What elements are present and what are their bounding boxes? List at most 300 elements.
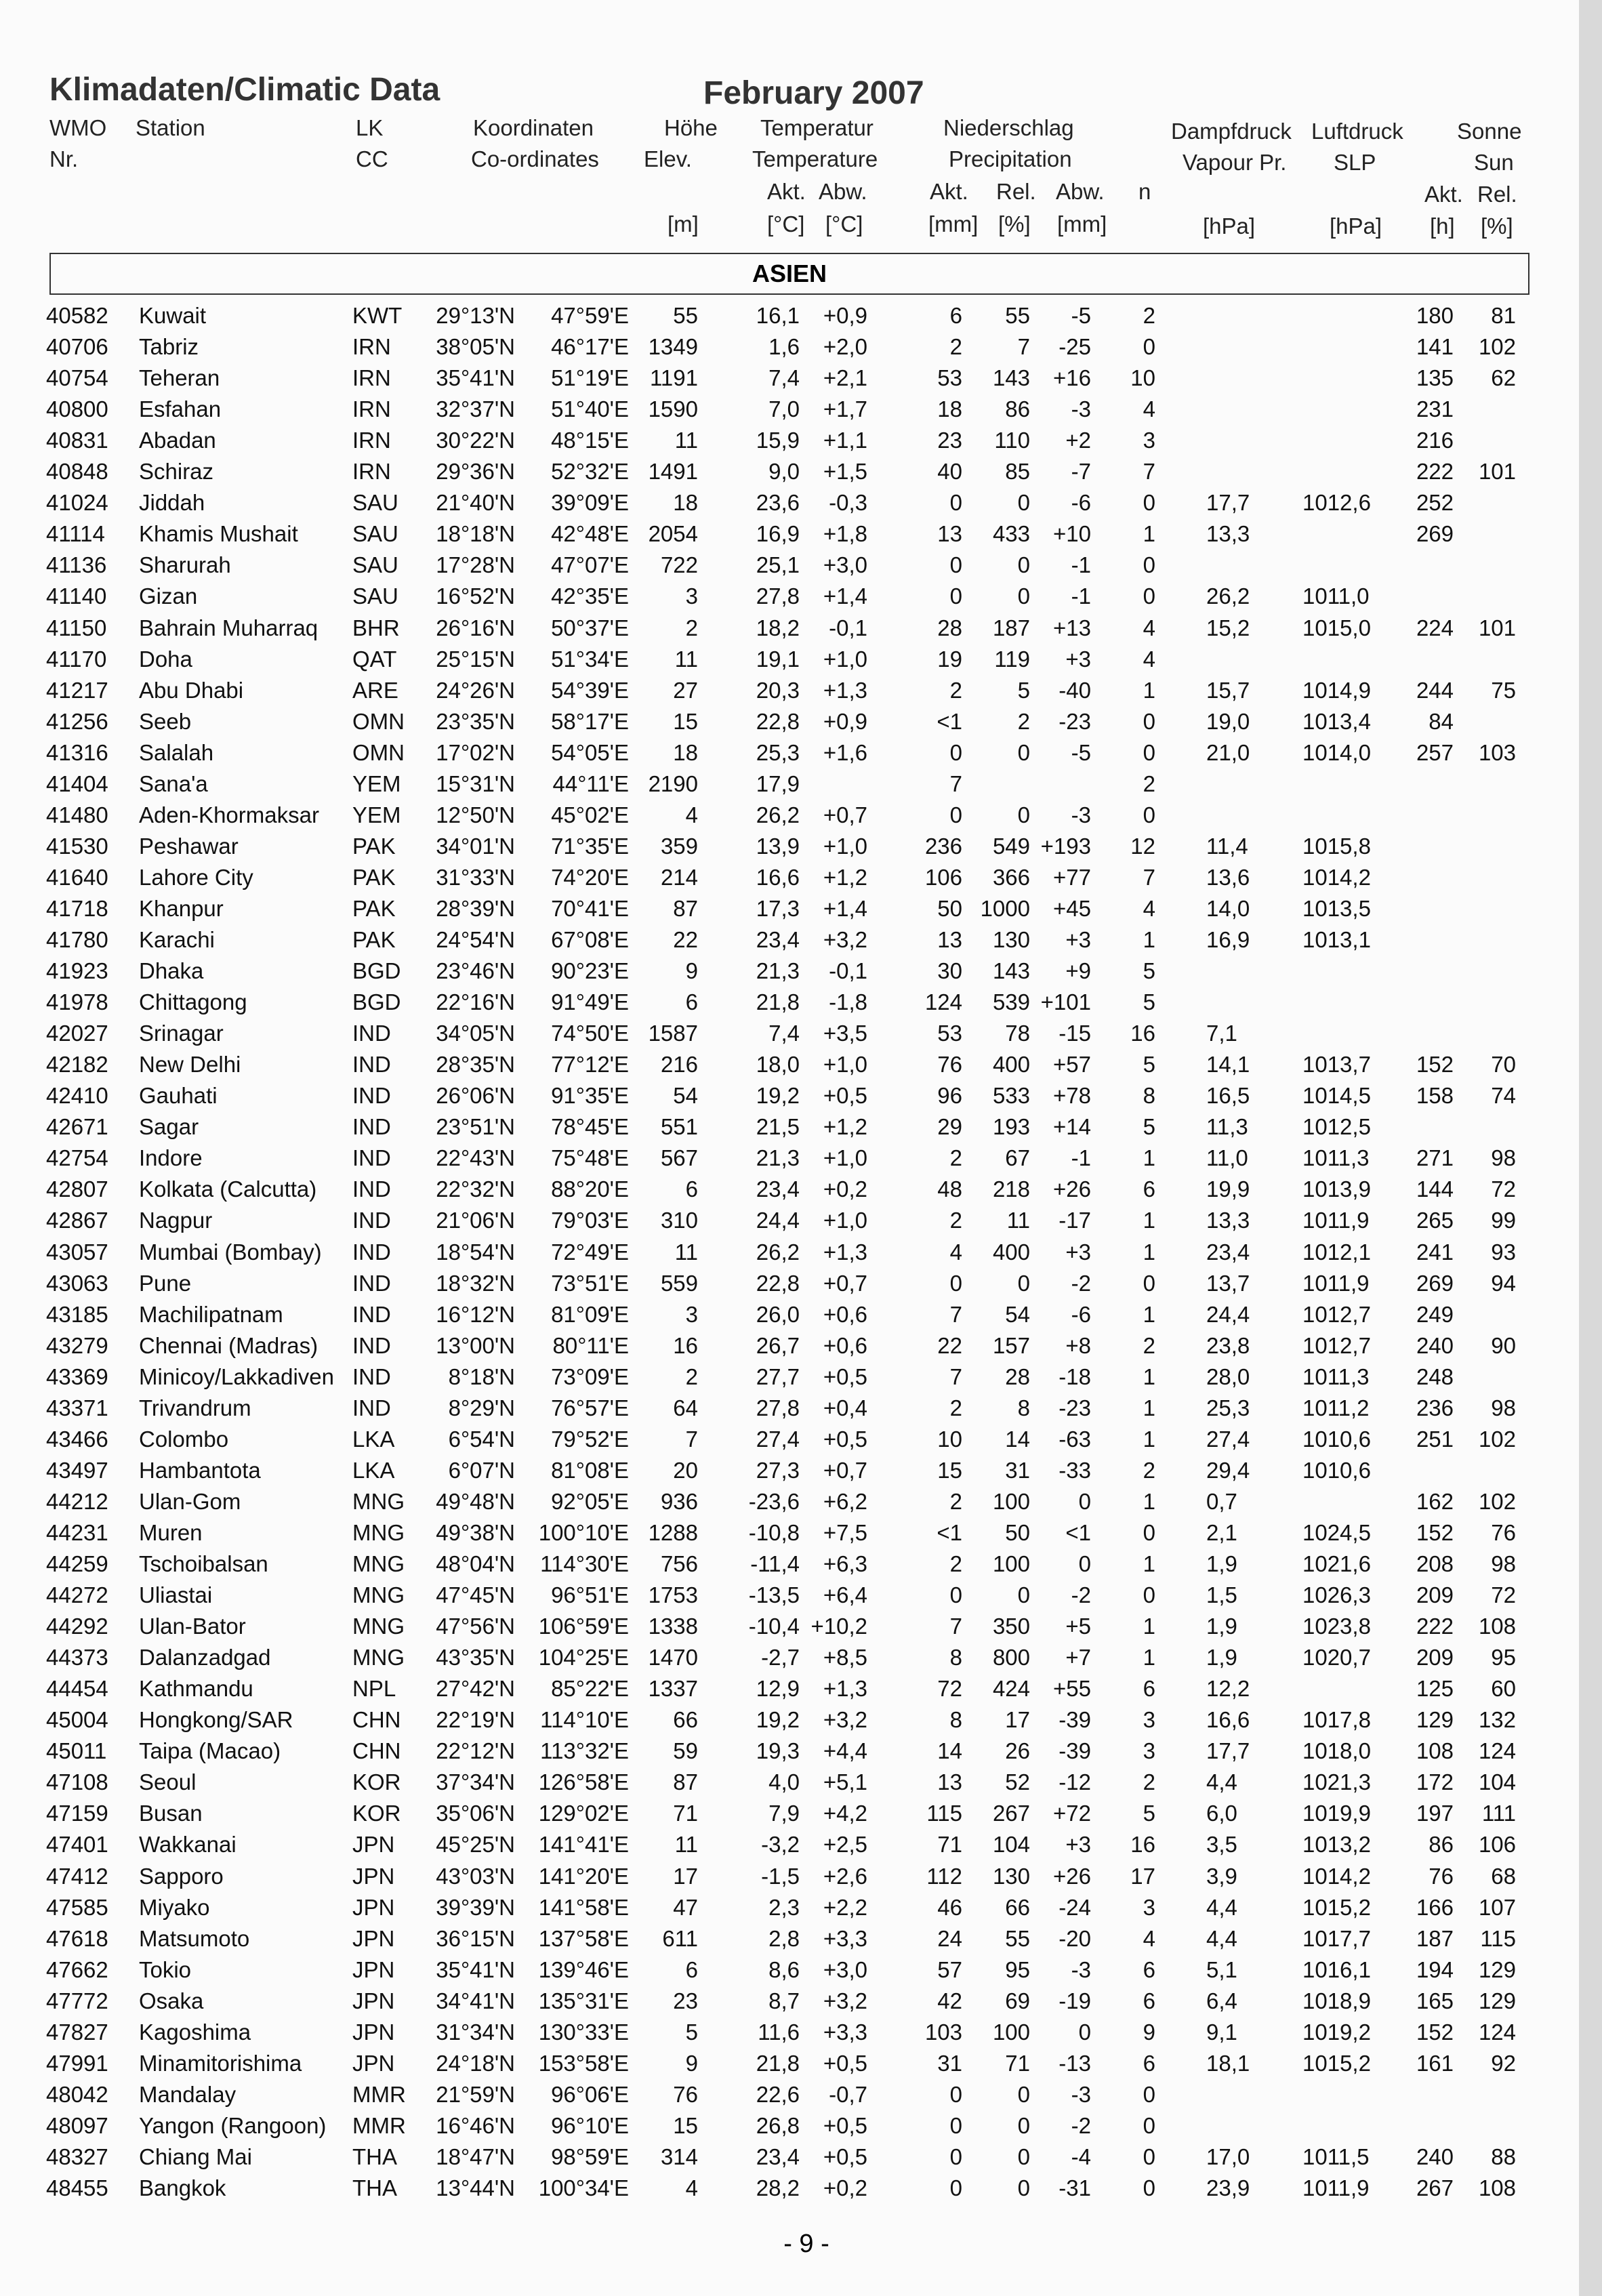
temp-deviation: +0,2 (823, 1176, 867, 1202)
wmo-number: 41140 (46, 583, 107, 609)
prec-actual: 0 (949, 2175, 962, 2200)
prec-relative: 2 (1017, 708, 1030, 734)
temp-deviation: +3,2 (823, 1707, 867, 1733)
latitude: 35°41'N (436, 365, 515, 391)
elevation: 6 (685, 989, 698, 1015)
vapour-pressure: 4,4 (1206, 1925, 1237, 1951)
prec-relative: 86 (1005, 396, 1030, 422)
temp-deviation: +0,5 (823, 1364, 867, 1389)
prec-relative: 143 (992, 958, 1030, 984)
longitude: 100°34'E (538, 2175, 629, 2200)
prec-actual: 18 (937, 396, 962, 422)
prec-relative: 366 (992, 864, 1030, 890)
vapour-pressure: 16,9 (1206, 927, 1250, 952)
prec-relative: 54 (1005, 1301, 1030, 1327)
temp-deviation: +1,4 (823, 895, 867, 921)
prec-deviation: +16 (1053, 365, 1091, 391)
vapour-pressure: 17,0 (1206, 2144, 1250, 2169)
latitude: 43°35'N (436, 1645, 515, 1670)
prec-actual: 0 (949, 1582, 962, 1608)
wmo-number: 42807 (46, 1176, 108, 1202)
temp-actual: 16,9 (756, 521, 800, 547)
prec-actual: 2 (949, 334, 962, 360)
header-sun-akt: Akt. (1424, 182, 1463, 207)
sea-level-pressure: 1015,0 (1302, 615, 1371, 640)
table-row (0, 1299, 1579, 1330)
prec-deviation: +3 (1065, 1239, 1091, 1265)
sun-relative: 81 (1491, 303, 1516, 328)
prec-actual: 76 (937, 1052, 962, 1078)
country-code: KOR (352, 1801, 401, 1826)
country-code: MMR (352, 2112, 406, 2138)
vapour-pressure: 13,7 (1206, 1270, 1250, 1296)
vapour-pressure: 3,9 (1206, 1863, 1237, 1889)
prec-relative: 539 (992, 989, 1030, 1015)
sun-relative: 98 (1491, 1551, 1516, 1576)
sun-hours: 152 (1416, 2019, 1454, 2045)
temp-actual: 2,3 (768, 1894, 800, 1920)
vapour-pressure: 16,5 (1206, 1083, 1250, 1109)
latitude: 13°00'N (436, 1332, 515, 1358)
sea-level-pressure: 1023,8 (1302, 1614, 1371, 1639)
prec-relative: 800 (992, 1645, 1030, 1670)
prec-relative: 100 (992, 2019, 1030, 2045)
station-name: Bangkok (139, 2175, 226, 2200)
sea-level-pressure: 1019,9 (1302, 1801, 1371, 1826)
prec-deviation: +45 (1053, 895, 1091, 921)
prec-days: 0 (1143, 2112, 1155, 2138)
table-row (0, 1393, 1579, 1424)
station-name: Indore (139, 1145, 203, 1171)
wmo-number: 43466 (46, 1426, 108, 1452)
latitude: 28°39'N (436, 895, 515, 921)
vapour-pressure: 17,7 (1206, 490, 1250, 516)
prec-deviation: -3 (1071, 396, 1091, 422)
prec-actual: 42 (937, 1988, 962, 2013)
wmo-number: 42867 (46, 1208, 108, 1233)
latitude: 36°15'N (436, 1925, 515, 1951)
latitude: 23°51'N (436, 1114, 515, 1140)
longitude: 79°52'E (551, 1426, 629, 1452)
elevation: 567 (660, 1145, 698, 1171)
sea-level-pressure: 1012,1 (1302, 1239, 1371, 1265)
station-name: Yangon (Rangoon) (139, 2112, 327, 2138)
prec-days: 6 (1143, 1956, 1155, 1982)
country-code: JPN (352, 1894, 395, 1920)
wmo-number: 48455 (46, 2175, 108, 2200)
prec-deviation: +14 (1053, 1114, 1091, 1140)
prec-relative: 119 (994, 646, 1030, 672)
header-prec-rel-unit: [%] (998, 211, 1031, 237)
table-row (0, 1673, 1579, 1704)
latitude: 22°43'N (436, 1145, 515, 1171)
station-name: Tabriz (139, 334, 199, 360)
prec-relative: 267 (992, 1801, 1030, 1826)
temp-deviation: +8,5 (823, 1645, 867, 1670)
prec-deviation: +78 (1053, 1083, 1091, 1109)
header-temperature: Temperature (752, 146, 878, 171)
temp-actual: 25,1 (756, 552, 800, 578)
elevation: 7 (685, 1426, 698, 1452)
prec-relative: 55 (1005, 1925, 1030, 1951)
prec-actual: 0 (949, 739, 962, 765)
prec-days: 1 (1143, 1364, 1155, 1389)
wmo-number: 41136 (46, 552, 107, 578)
latitude: 16°52'N (436, 583, 515, 609)
temp-actual: 21,8 (756, 989, 800, 1015)
table-row (0, 644, 1579, 675)
prec-relative: 8 (1017, 1395, 1030, 1420)
temp-deviation: +1,7 (823, 396, 867, 422)
temp-actual: -3,2 (761, 1832, 800, 1858)
prec-actual: 72 (937, 1676, 962, 1702)
sea-level-pressure: 1013,1 (1302, 927, 1371, 952)
sun-relative: 124 (1478, 1738, 1516, 1764)
temp-actual: 12,9 (756, 1676, 800, 1702)
prec-actual: 57 (937, 1956, 962, 1982)
station-name: Sharurah (139, 552, 231, 578)
station-name: Khamis Mushait (139, 521, 298, 547)
prec-days: 1 (1143, 677, 1155, 703)
prec-deviation: -23 (1059, 1395, 1091, 1420)
elevation: 4 (685, 802, 698, 827)
header-prec-unit: [mm] (928, 211, 979, 237)
elevation: 1191 (650, 365, 698, 391)
sun-hours: 251 (1416, 1426, 1454, 1452)
wmo-number: 41316 (46, 739, 108, 765)
temp-actual: -23,6 (748, 1488, 800, 1514)
header-temperatur: Temperatur (760, 115, 874, 140)
latitude: 17°02'N (436, 739, 515, 765)
prec-deviation: -17 (1059, 1208, 1091, 1233)
sun-hours: 209 (1416, 1645, 1454, 1670)
wmo-number: 42754 (46, 1145, 108, 1171)
temp-actual: 22,8 (756, 708, 800, 734)
longitude: 74°50'E (551, 1021, 629, 1046)
latitude: 47°56'N (436, 1614, 515, 1639)
sun-relative: 124 (1478, 2019, 1516, 2045)
station-name: Miyako (139, 1894, 210, 1920)
elevation: 17 (673, 1863, 698, 1889)
sea-level-pressure: 1014,0 (1302, 739, 1371, 765)
longitude: 47°59'E (551, 303, 629, 328)
latitude: 17°28'N (436, 552, 515, 578)
prec-relative: 0 (1017, 802, 1030, 827)
country-code: IND (352, 1332, 391, 1358)
temp-deviation: +0,7 (823, 1270, 867, 1296)
table-row (0, 1205, 1579, 1236)
temp-actual: -10,4 (748, 1614, 800, 1639)
prec-actual: 24 (937, 1925, 962, 1951)
table-row (0, 1330, 1579, 1361)
country-code: MNG (352, 1519, 405, 1545)
prec-actual: 7 (949, 771, 962, 796)
table-row (0, 1080, 1579, 1111)
elevation: 87 (673, 1769, 698, 1795)
temp-deviation: +0,9 (823, 303, 867, 328)
temp-actual: -1,5 (761, 1863, 800, 1889)
prec-actual: 124 (924, 989, 962, 1015)
header-vapour-unit: [hPa] (1203, 213, 1256, 239)
prec-actual: 0 (949, 583, 962, 609)
table-row (0, 1892, 1579, 1923)
prec-deviation: +3 (1065, 927, 1091, 952)
country-code: JPN (352, 1988, 395, 2013)
header-cc: CC (356, 146, 388, 171)
sun-hours: 269 (1416, 521, 1454, 547)
document-title: Klimadaten/Climatic Data (49, 72, 440, 108)
vapour-pressure: 14,1 (1206, 1052, 1250, 1078)
sun-hours: 267 (1416, 2175, 1454, 2200)
temp-deviation: +3,0 (823, 1956, 867, 1982)
station-name: Ulan-Gom (139, 1488, 241, 1514)
prec-deviation: -13 (1059, 2050, 1091, 2076)
header-elev: Elev. (644, 146, 692, 171)
longitude: 42°48'E (551, 521, 629, 547)
elevation: 54 (673, 1083, 698, 1109)
sun-hours: 152 (1416, 1052, 1454, 1078)
temp-deviation: +1,2 (823, 864, 867, 890)
prec-actual: 46 (937, 1894, 962, 1920)
longitude: 76°57'E (551, 1395, 629, 1420)
prec-days: 6 (1143, 2050, 1155, 2076)
elevation: 71 (673, 1801, 698, 1826)
station-name: Schiraz (139, 459, 214, 485)
sea-level-pressure: 1011,3 (1302, 1364, 1370, 1389)
longitude: 51°19'E (551, 365, 629, 391)
temp-deviation: +1,3 (823, 677, 867, 703)
sea-level-pressure: 1017,8 (1302, 1707, 1371, 1733)
prec-deviation: -33 (1059, 1457, 1091, 1483)
prec-actual: 112 (926, 1863, 962, 1889)
latitude: 30°22'N (436, 428, 515, 453)
prec-deviation: -20 (1059, 1925, 1091, 1951)
longitude: 48°15'E (551, 428, 629, 453)
station-name: Chittagong (139, 989, 247, 1015)
elevation: 1590 (648, 396, 698, 422)
prec-days: 17 (1130, 1863, 1155, 1889)
latitude: 16°12'N (436, 1301, 515, 1327)
prec-deviation: +3 (1065, 646, 1091, 672)
longitude: 73°51'E (551, 1270, 629, 1296)
prec-relative: 100 (992, 1551, 1030, 1576)
prec-actual: 0 (949, 2112, 962, 2138)
vapour-pressure: 2,1 (1206, 1519, 1237, 1545)
station-name: Uliastai (139, 1582, 213, 1608)
station-name: Dalanzadgad (139, 1645, 271, 1670)
sun-relative: 88 (1491, 2144, 1516, 2169)
region-title: ASIEN (752, 260, 827, 287)
country-code: IND (352, 1270, 391, 1296)
prec-relative: 218 (992, 1176, 1030, 1202)
elevation: 1470 (648, 1645, 698, 1670)
prec-relative: 0 (1017, 2112, 1030, 2138)
sun-relative: 98 (1491, 1145, 1516, 1171)
longitude: 39°09'E (551, 490, 629, 516)
sun-hours: 172 (1416, 1769, 1454, 1795)
page-number: - 9 - (783, 2230, 829, 2258)
longitude: 137°58'E (538, 1925, 629, 1951)
wmo-number: 41530 (46, 833, 108, 859)
prec-days: 1 (1143, 1301, 1155, 1327)
latitude: 18°32'N (436, 1270, 515, 1296)
country-code: MNG (352, 1614, 405, 1639)
latitude: 25°15'N (436, 646, 515, 672)
longitude: 54°39'E (551, 677, 629, 703)
elevation: 11 (674, 1239, 698, 1265)
country-code: BHR (352, 615, 400, 640)
station-name: Hongkong/SAR (139, 1707, 293, 1733)
temp-deviation: +1,8 (823, 521, 867, 547)
station-name: Chennai (Madras) (139, 1332, 319, 1358)
prec-actual: 29 (937, 1114, 962, 1140)
latitude: 35°06'N (436, 1801, 515, 1826)
temp-deviation: +1,5 (823, 459, 867, 485)
wmo-number: 47401 (46, 1832, 108, 1858)
prec-days: 7 (1143, 459, 1155, 485)
latitude: 8°29'N (448, 1395, 515, 1420)
longitude: 96°06'E (551, 2081, 629, 2107)
elevation: 3 (685, 1301, 698, 1327)
prec-days: 1 (1143, 1145, 1155, 1171)
prec-actual: 31 (937, 2050, 962, 2076)
vapour-pressure: 9,1 (1206, 2019, 1237, 2045)
temp-deviation: +6,3 (823, 1551, 867, 1576)
sun-hours: 197 (1416, 1801, 1454, 1826)
temp-actual: 17,3 (756, 895, 800, 921)
latitude: 22°12'N (436, 1738, 515, 1764)
temp-actual: 27,8 (756, 583, 800, 609)
latitude: 22°32'N (436, 1176, 515, 1202)
country-code: IND (352, 1239, 391, 1265)
table-row (0, 1986, 1579, 2017)
prec-actual: 103 (924, 2019, 962, 2045)
temp-deviation: +3,0 (823, 552, 867, 578)
header-prec-abw-unit: [mm] (1057, 211, 1107, 237)
vapour-pressure: 23,8 (1206, 1332, 1250, 1358)
vapour-pressure: 14,0 (1206, 895, 1250, 921)
sun-relative: 94 (1491, 1270, 1516, 1296)
prec-days: 0 (1143, 708, 1155, 734)
country-code: MNG (352, 1488, 405, 1514)
table-row (0, 1829, 1579, 1860)
header-sonne: Sonne (1457, 119, 1522, 144)
elevation: 87 (673, 895, 698, 921)
longitude: 139°46'E (538, 1956, 629, 1982)
prec-actual: 2 (949, 677, 962, 703)
longitude: 51°34'E (551, 646, 629, 672)
table-row (0, 1237, 1579, 1268)
prec-relative: 71 (1005, 2050, 1030, 2076)
temp-deviation: +0,6 (823, 1301, 867, 1327)
wmo-number: 48042 (46, 2081, 108, 2107)
prec-deviation: -15 (1059, 1021, 1091, 1046)
prec-actual: 7 (949, 1614, 962, 1639)
temp-actual: 18,2 (756, 615, 800, 640)
header-sun-rel: Rel. (1477, 182, 1517, 207)
sun-relative: 129 (1478, 1956, 1516, 1982)
vapour-pressure: 13,6 (1206, 864, 1250, 890)
latitude: 43°03'N (436, 1863, 515, 1889)
table-row (0, 1268, 1579, 1299)
prec-days: 2 (1143, 303, 1155, 328)
prec-deviation: -1 (1071, 583, 1091, 609)
wmo-number: 40800 (46, 396, 108, 422)
latitude: 21°06'N (436, 1208, 515, 1233)
prec-deviation: +101 (1040, 989, 1091, 1015)
elevation: 1753 (648, 1582, 698, 1608)
prec-relative: 400 (992, 1052, 1030, 1078)
prec-days: 2 (1143, 1332, 1155, 1358)
vapour-pressure: 3,5 (1206, 1832, 1237, 1858)
vapour-pressure: 15,7 (1206, 677, 1250, 703)
wmo-number: 43369 (46, 1364, 108, 1389)
temp-deviation: +10,2 (810, 1614, 867, 1639)
longitude: 104°25'E (538, 1645, 629, 1670)
latitude: 21°40'N (436, 490, 515, 516)
header-lk: LK (356, 115, 384, 140)
temp-deviation: +2,1 (823, 365, 867, 391)
country-code: QAT (352, 646, 397, 672)
temp-actual: 18,0 (756, 1052, 800, 1078)
prec-days: 4 (1143, 895, 1155, 921)
station-name: Sapporo (139, 1863, 224, 1889)
country-code: JPN (352, 1863, 395, 1889)
prec-actual: 2 (949, 1395, 962, 1420)
temp-deviation: +2,0 (823, 334, 867, 360)
longitude: 45°02'E (551, 802, 629, 827)
temp-deviation: +3,5 (823, 1021, 867, 1046)
prec-relative: 104 (992, 1832, 1030, 1858)
latitude: 16°46'N (436, 2112, 515, 2138)
vapour-pressure: 19,9 (1206, 1176, 1250, 1202)
table-row (0, 2141, 1579, 2173)
prec-actual: 10 (937, 1426, 962, 1452)
prec-deviation: -7 (1071, 459, 1091, 485)
longitude: 72°49'E (551, 1239, 629, 1265)
vapour-pressure: 25,3 (1206, 1395, 1250, 1420)
station-name: Dhaka (139, 958, 204, 984)
sea-level-pressure: 1012,7 (1302, 1332, 1371, 1358)
prec-days: 1 (1143, 927, 1155, 952)
sea-level-pressure: 1018,9 (1302, 1988, 1371, 2013)
temp-deviation: +4,2 (823, 1801, 867, 1826)
station-name: New Delhi (139, 1052, 241, 1078)
station-name: Srinagar (139, 1021, 224, 1046)
wmo-number: 47108 (46, 1769, 108, 1795)
elevation: 6 (685, 1176, 698, 1202)
station-name: Nagpur (139, 1208, 213, 1233)
wmo-number: 41150 (46, 615, 107, 640)
prec-deviation: -25 (1059, 334, 1091, 360)
prec-relative: 130 (992, 927, 1030, 952)
temp-deviation: +1,0 (823, 1052, 867, 1078)
prec-actual: 71 (937, 1832, 962, 1858)
station-name: Machilipatnam (139, 1301, 283, 1327)
wmo-number: 43279 (46, 1332, 108, 1358)
station-name: Hambantota (139, 1457, 261, 1483)
latitude: 26°06'N (436, 1083, 515, 1109)
prec-deviation: 0 (1078, 1488, 1091, 1514)
vapour-pressure: 5,1 (1206, 1956, 1237, 1982)
latitude: 6°54'N (448, 1426, 515, 1452)
table-row (0, 487, 1579, 518)
prec-days: 6 (1143, 1176, 1155, 1202)
prec-relative: 0 (1017, 739, 1030, 765)
prec-days: 6 (1143, 1676, 1155, 1702)
sun-relative: 72 (1491, 1582, 1516, 1608)
table-row (0, 2017, 1579, 2048)
